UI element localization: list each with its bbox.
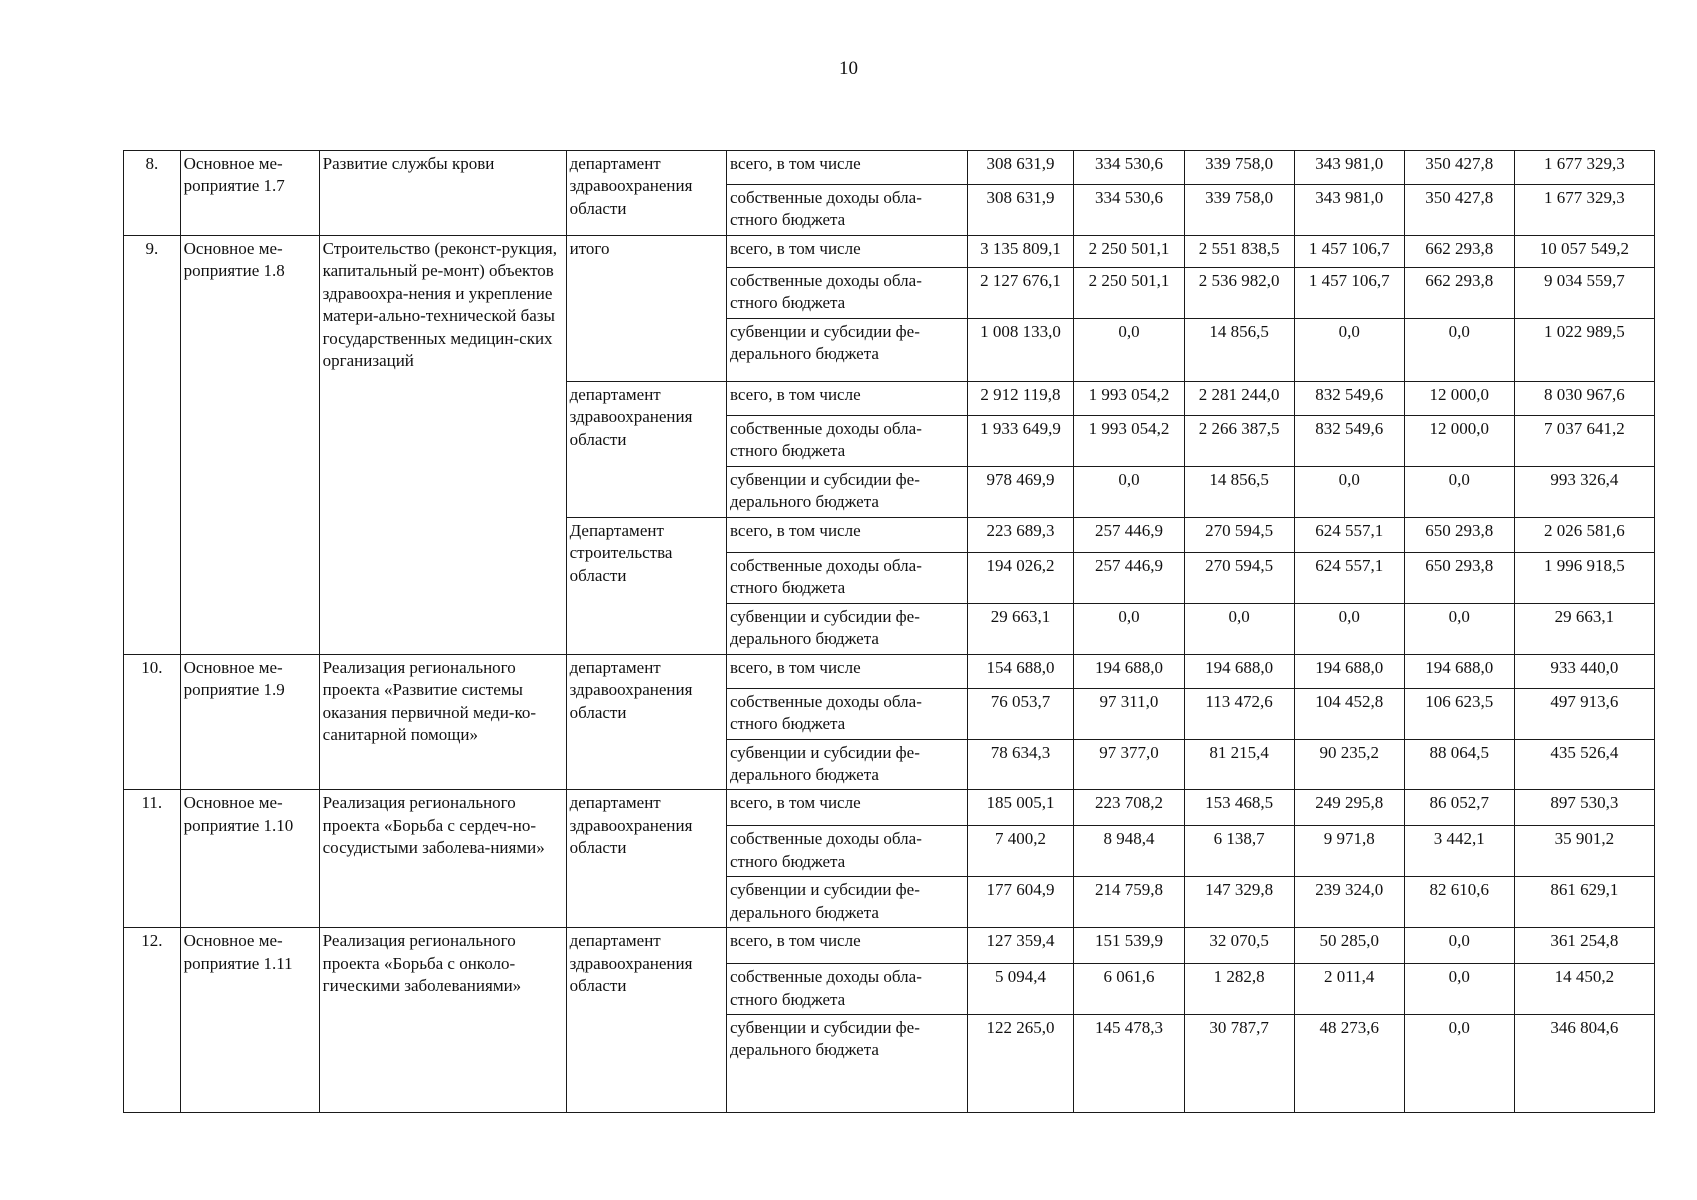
value-cell: 650 293,8 <box>1404 517 1514 552</box>
value-cell: 12 000,0 <box>1404 416 1514 467</box>
indicator-fed: субвенции и субсидии фе-дерального бюджета <box>726 1015 967 1113</box>
indicator-own: собственные доходы обла-стного бюджета <box>726 964 967 1015</box>
value-cell: 214 759,8 <box>1074 877 1184 928</box>
value-cell: 151 539,9 <box>1074 928 1184 964</box>
value-cell: 0,0 <box>1404 964 1514 1015</box>
value-cell: 3 442,1 <box>1404 826 1514 877</box>
value-cell: 177 604,9 <box>967 877 1074 928</box>
value-cell: 1 282,8 <box>1184 964 1294 1015</box>
row-number: 12. <box>124 928 181 1113</box>
indicator-total: всего, в том числе <box>726 517 967 552</box>
event-name: Развитие службы крови <box>319 151 566 236</box>
value-cell: 81 215,4 <box>1184 739 1294 790</box>
value-cell: 86 052,7 <box>1404 790 1514 826</box>
value-cell: 223 708,2 <box>1074 790 1184 826</box>
value-cell: 0,0 <box>1184 603 1294 654</box>
value-cell: 32 070,5 <box>1184 928 1294 964</box>
value-cell: 1 457 106,7 <box>1294 268 1404 319</box>
value-cell: 257 446,9 <box>1074 552 1184 603</box>
value-cell: 30 787,7 <box>1184 1015 1294 1113</box>
value-cell: 0,0 <box>1074 466 1184 517</box>
value-cell: 662 293,8 <box>1404 236 1514 268</box>
value-cell: 239 324,0 <box>1294 877 1404 928</box>
value-cell: 153 468,5 <box>1184 790 1294 826</box>
value-cell: 10 057 549,2 <box>1514 236 1654 268</box>
row-number: 11. <box>124 790 181 928</box>
value-cell: 6 138,7 <box>1184 826 1294 877</box>
value-cell: 145 478,3 <box>1074 1015 1184 1113</box>
value-cell: 2 250 501,1 <box>1074 268 1184 319</box>
value-cell: 1 677 329,3 <box>1514 151 1654 185</box>
value-cell: 223 689,3 <box>967 517 1074 552</box>
value-cell: 2 266 387,5 <box>1184 416 1294 467</box>
value-cell: 662 293,8 <box>1404 268 1514 319</box>
value-cell: 14 450,2 <box>1514 964 1654 1015</box>
value-cell: 339 758,0 <box>1184 185 1294 236</box>
indicator-fed: субвенции и субсидии фе-дерального бюджета <box>726 319 967 382</box>
value-cell: 343 981,0 <box>1294 151 1404 185</box>
value-cell: 343 981,0 <box>1294 185 1404 236</box>
value-cell: 2 551 838,5 <box>1184 236 1294 268</box>
value-cell: 2 281 244,0 <box>1184 382 1294 416</box>
value-cell: 154 688,0 <box>967 654 1074 688</box>
table-row <box>124 151 1655 185</box>
value-cell: 2 127 676,1 <box>967 268 1074 319</box>
value-cell: 194 688,0 <box>1184 654 1294 688</box>
value-cell: 0,0 <box>1404 1015 1514 1113</box>
value-cell: 194 026,2 <box>967 552 1074 603</box>
value-cell: 3 135 809,1 <box>967 236 1074 268</box>
indicator-total: всего, в том числе <box>726 654 967 688</box>
value-cell: 993 326,4 <box>1514 466 1654 517</box>
value-cell: 194 688,0 <box>1294 654 1404 688</box>
executor: департамент здравоохранения области <box>566 151 726 236</box>
value-cell: 308 631,9 <box>967 185 1074 236</box>
value-cell: 0,0 <box>1404 466 1514 517</box>
value-cell: 334 530,6 <box>1074 185 1184 236</box>
value-cell: 5 094,4 <box>967 964 1074 1015</box>
value-cell: 97 311,0 <box>1074 688 1184 739</box>
value-cell: 435 526,4 <box>1514 739 1654 790</box>
value-cell: 978 469,9 <box>967 466 1074 517</box>
value-cell: 1 022 989,5 <box>1514 319 1654 382</box>
indicator-own: собственные доходы обла-стного бюджета <box>726 552 967 603</box>
value-cell: 82 610,6 <box>1404 877 1514 928</box>
executor: департамент здравоохранения области <box>566 654 726 790</box>
value-cell: 2 026 581,6 <box>1514 517 1654 552</box>
indicator-fed: субвенции и субсидии фе-дерального бюджета <box>726 877 967 928</box>
value-cell: 933 440,0 <box>1514 654 1654 688</box>
indicator-fed: субвенции и субсидии фе-дерального бюджета <box>726 466 967 517</box>
value-cell: 14 856,5 <box>1184 466 1294 517</box>
value-cell: 0,0 <box>1404 928 1514 964</box>
indicator-fed: субвенции и субсидии фе-дерального бюджета <box>726 603 967 654</box>
event-code: Основное ме-роприятие 1.9 <box>180 654 319 790</box>
value-cell: 350 427,8 <box>1404 151 1514 185</box>
table-row <box>124 236 1655 268</box>
value-cell: 0,0 <box>1404 319 1514 382</box>
value-cell: 76 053,7 <box>967 688 1074 739</box>
value-cell: 270 594,5 <box>1184 517 1294 552</box>
value-cell: 104 452,8 <box>1294 688 1404 739</box>
event-name: Реализация регионального проекта «Развитие системы оказания первичной меди-ко-санитарной помощи» <box>319 654 566 790</box>
value-cell: 257 446,9 <box>1074 517 1184 552</box>
value-cell: 0,0 <box>1404 603 1514 654</box>
indicator-fed: субвенции и субсидии фе-дерального бюджета <box>726 739 967 790</box>
indicator-total: всего, в том числе <box>726 790 967 826</box>
value-cell: 832 549,6 <box>1294 416 1404 467</box>
value-cell: 97 377,0 <box>1074 739 1184 790</box>
value-cell: 361 254,8 <box>1514 928 1654 964</box>
value-cell: 88 064,5 <box>1404 739 1514 790</box>
value-cell: 9 971,8 <box>1294 826 1404 877</box>
indicator-own: собственные доходы обла-стного бюджета <box>726 826 967 877</box>
value-cell: 106 623,5 <box>1404 688 1514 739</box>
value-cell: 2 536 982,0 <box>1184 268 1294 319</box>
value-cell: 2 011,4 <box>1294 964 1404 1015</box>
value-cell: 12 000,0 <box>1404 382 1514 416</box>
indicator-own: собственные доходы обла-стного бюджета <box>726 688 967 739</box>
row-number: 8. <box>124 151 181 236</box>
indicator-total: всего, в том числе <box>726 382 967 416</box>
value-cell: 0,0 <box>1294 319 1404 382</box>
table-row <box>124 790 1655 826</box>
value-cell: 339 758,0 <box>1184 151 1294 185</box>
value-cell: 1 993 054,2 <box>1074 382 1184 416</box>
executor: департамент здравоохранения области <box>566 790 726 928</box>
value-cell: 14 856,5 <box>1184 319 1294 382</box>
value-cell: 308 631,9 <box>967 151 1074 185</box>
value-cell: 350 427,8 <box>1404 185 1514 236</box>
event-code: Основное ме-роприятие 1.8 <box>180 236 319 655</box>
value-cell: 127 359,4 <box>967 928 1074 964</box>
budget-table <box>123 150 1655 1113</box>
value-cell: 624 557,1 <box>1294 517 1404 552</box>
executor: департамент здравоохранения области <box>566 928 726 1113</box>
page-number: 10 <box>839 58 858 79</box>
event-code: Основное ме-роприятие 1.7 <box>180 151 319 236</box>
value-cell: 7 037 641,2 <box>1514 416 1654 467</box>
executor: департамент здравоохранения области <box>566 382 726 518</box>
value-cell: 122 265,0 <box>967 1015 1074 1113</box>
value-cell: 0,0 <box>1074 319 1184 382</box>
value-cell: 0,0 <box>1294 466 1404 517</box>
value-cell: 48 273,6 <box>1294 1015 1404 1113</box>
indicator-total: всего, в том числе <box>726 236 967 268</box>
value-cell: 832 549,6 <box>1294 382 1404 416</box>
value-cell: 1 008 133,0 <box>967 319 1074 382</box>
event-code: Основное ме-роприятие 1.10 <box>180 790 319 928</box>
value-cell: 185 005,1 <box>967 790 1074 826</box>
value-cell: 249 295,8 <box>1294 790 1404 826</box>
table-row <box>124 654 1655 688</box>
value-cell: 2 250 501,1 <box>1074 236 1184 268</box>
value-cell: 90 235,2 <box>1294 739 1404 790</box>
value-cell: 29 663,1 <box>967 603 1074 654</box>
value-cell: 897 530,3 <box>1514 790 1654 826</box>
value-cell: 8 030 967,6 <box>1514 382 1654 416</box>
executor: Департамент строительства области <box>566 517 726 654</box>
event-name: Реализация регионального проекта «Борьба с сердеч-но-сосудистыми заболева-ниями» <box>319 790 566 928</box>
value-cell: 194 688,0 <box>1074 654 1184 688</box>
value-cell: 1 457 106,7 <box>1294 236 1404 268</box>
value-cell: 346 804,6 <box>1514 1015 1654 1113</box>
value-cell: 194 688,0 <box>1404 654 1514 688</box>
value-cell: 1 933 649,9 <box>967 416 1074 467</box>
value-cell: 113 472,6 <box>1184 688 1294 739</box>
indicator-total: всего, в том числе <box>726 151 967 185</box>
value-cell: 9 034 559,7 <box>1514 268 1654 319</box>
value-cell: 147 329,8 <box>1184 877 1294 928</box>
value-cell: 334 530,6 <box>1074 151 1184 185</box>
value-cell: 497 913,6 <box>1514 688 1654 739</box>
indicator-own: собственные доходы обла-стного бюджета <box>726 268 967 319</box>
value-cell: 35 901,2 <box>1514 826 1654 877</box>
value-cell: 1 993 054,2 <box>1074 416 1184 467</box>
row-number: 10. <box>124 654 181 790</box>
indicator-own: собственные доходы обла-стного бюджета <box>726 185 967 236</box>
executor: итого <box>566 236 726 382</box>
value-cell: 861 629,1 <box>1514 877 1654 928</box>
value-cell: 1 996 918,5 <box>1514 552 1654 603</box>
value-cell: 0,0 <box>1294 603 1404 654</box>
value-cell: 7 400,2 <box>967 826 1074 877</box>
value-cell: 6 061,6 <box>1074 964 1184 1015</box>
row-number: 9. <box>124 236 181 655</box>
value-cell: 624 557,1 <box>1294 552 1404 603</box>
value-cell: 50 285,0 <box>1294 928 1404 964</box>
value-cell: 1 677 329,3 <box>1514 185 1654 236</box>
value-cell: 270 594,5 <box>1184 552 1294 603</box>
event-name: Строительство (реконст-рукция, капитальный ре-монт) объектов здравоохра-нения и укрепление матери-ально-технической базы государственных медицин-ских организаций <box>319 236 566 655</box>
event-code: Основное ме-роприятие 1.11 <box>180 928 319 1113</box>
event-name: Реализация регионального проекта «Борьба с онколо-гическими заболеваниями» <box>319 928 566 1113</box>
value-cell: 0,0 <box>1074 603 1184 654</box>
value-cell: 78 634,3 <box>967 739 1074 790</box>
indicator-own: собственные доходы обла-стного бюджета <box>726 416 967 467</box>
value-cell: 8 948,4 <box>1074 826 1184 877</box>
table-row <box>124 928 1655 964</box>
indicator-total: всего, в том числе <box>726 928 967 964</box>
value-cell: 650 293,8 <box>1404 552 1514 603</box>
value-cell: 29 663,1 <box>1514 603 1654 654</box>
value-cell: 2 912 119,8 <box>967 382 1074 416</box>
